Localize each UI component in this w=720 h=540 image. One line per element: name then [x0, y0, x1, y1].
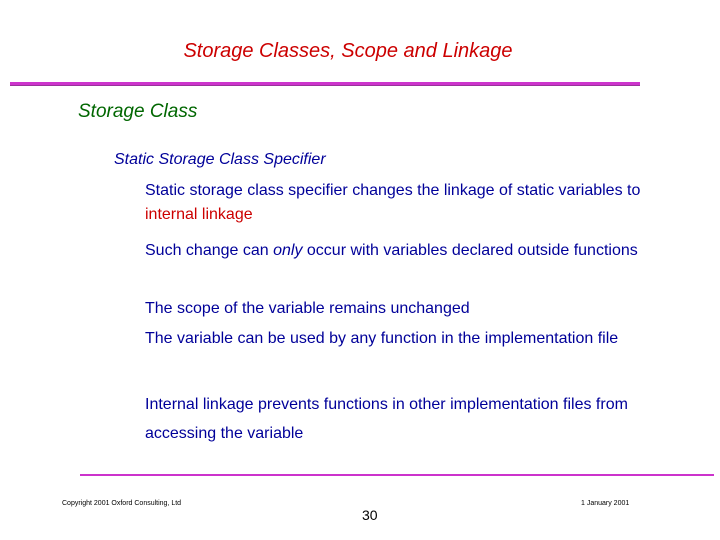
bullet-paragraph-5: Internal linkage prevents functions in other implementation files from accessing the variable: [145, 396, 628, 442]
page-number: 30: [362, 507, 378, 523]
bullet-paragraph-2: [145, 236, 675, 265]
bullet-paragraph-3: The scope of the variable remains unchanged: [145, 300, 470, 317]
footer-date: 1 January 2001: [581, 500, 630, 507]
title-divider: [10, 82, 640, 86]
section-subheading: Static Storage Class Specifier: [114, 151, 326, 168]
paragraph-2-text-b: occur with variables declared outside functions: [302, 242, 638, 259]
footer-divider: [80, 474, 714, 476]
paragraph-1-text: Static storage class specifier changes the linkage of static variables to: [145, 182, 641, 199]
paragraph-2-text-a: Such change can: [145, 242, 274, 259]
footer-copyright: Copyright 2001 Oxford Consulting, Ltd: [62, 500, 182, 507]
section-heading: Storage Class: [78, 101, 198, 122]
bullet-paragraph-1: [145, 179, 675, 227]
paragraph-1-highlight: internal linkage: [145, 206, 253, 223]
bullet-paragraph-4: The variable can be used by any function in the implementation file: [145, 330, 619, 347]
paragraph-2-emphasis: only: [273, 242, 303, 259]
slide-title: Storage Classes, Scope and Linkage: [183, 40, 513, 62]
